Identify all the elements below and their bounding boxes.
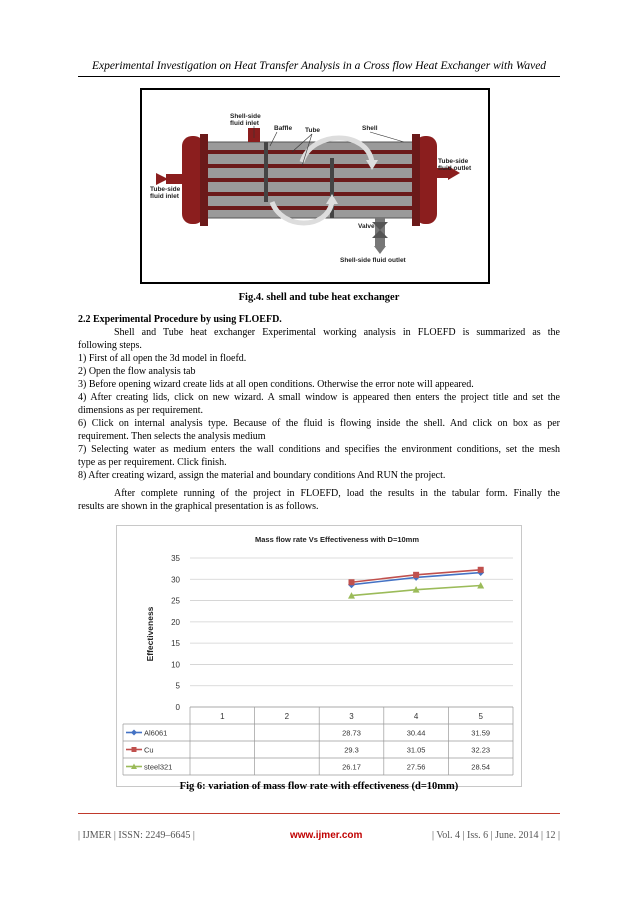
running-header: Experimental Investigation on Heat Transfer Analysis in a Cross flow Heat Exchanger with Waved	[91, 60, 547, 72]
data-label-Al6061: 30.44	[406, 728, 426, 738]
step-6-line-2: requirement. Then selects the analysis medium	[78, 431, 266, 442]
footer-journal: | IJMER | ISSN: 2249–6645 |	[78, 830, 195, 841]
x-category-label: 3	[349, 712, 354, 721]
label-valve: Valve	[358, 223, 375, 230]
footer-website-link[interactable]: www.ijmer.com	[290, 830, 363, 841]
chart-title: Mass flow rate Vs Effectiveness with D=10mm	[254, 535, 420, 544]
data-label-Cu: 32.23	[471, 745, 491, 755]
chart-canvas	[117, 526, 521, 786]
valve-icon-lower	[372, 230, 388, 238]
x-category-label: 5	[478, 712, 483, 721]
procedure-section	[78, 314, 560, 514]
baffle-1	[264, 142, 268, 202]
after-line-2: results are shown in the graphical presentation is as follows.	[78, 501, 319, 512]
step-7-line-2: type as per requirement. Click finish.	[78, 457, 227, 468]
y-axis-label: Effectiveness	[145, 606, 155, 662]
intro-line-2: following steps.	[78, 340, 142, 351]
footer-rule	[78, 813, 560, 814]
step-4-line-2: dimensions as per requirement.	[78, 405, 203, 416]
fig6-caption: Fig 6: variation of mass flow rate with effectiveness (d=10mm)	[179, 781, 459, 792]
legend-marker-Al6061	[131, 730, 137, 736]
label-tube: Tube	[305, 127, 321, 134]
heat-exchanger-diagram	[142, 90, 487, 281]
x-category-label: 1	[220, 712, 225, 721]
label-tube-outlet-2: fluid outlet	[438, 165, 472, 172]
x-category-label: 4	[413, 712, 419, 721]
data-label-Cu: 31.05	[406, 745, 426, 755]
fig4-caption: Fig.4. shell and tube heat exchanger	[238, 292, 400, 303]
shell-outlet-arrow	[374, 246, 386, 254]
footer-volume: | Vol. 4 | Iss. 6 | June. 2014 | 12 |	[432, 830, 560, 841]
label-tube-outlet-1: Tube-side	[438, 158, 469, 165]
data-point-Cu	[478, 567, 484, 573]
legend-label-Al6061: Al6061	[144, 728, 168, 738]
legend-marker-Cu	[132, 747, 137, 752]
after-line-1: After complete running of the project in FLOEFD, load the results in the tabular form. Finally the	[114, 488, 560, 499]
label-shell-outlet: Shell-side fluid outlet	[340, 257, 406, 264]
step-7-line-1: 7) Selecting water as medium enters the wall conditions and specifies the environment conditions, set the mesh	[78, 444, 560, 455]
step-4-line-1: 4) After creating lids, click on new wizard. A small window is appeared then enters the project title and set the	[78, 392, 560, 403]
data-label-steel321: 27.56	[406, 762, 426, 772]
figure-4	[140, 88, 490, 284]
y-tick-label: 20	[171, 617, 180, 627]
data-label-Al6061: 28.73	[342, 728, 361, 738]
step-1: 1) First of all open the 3d model in floefd.	[78, 353, 247, 364]
effectiveness-chart	[116, 525, 522, 787]
label-shell-inlet-1: Shell-side	[230, 113, 261, 120]
label-baffle: Baffle	[274, 125, 293, 132]
y-tick-label: 5	[175, 681, 180, 691]
data-point-Cu	[349, 579, 355, 585]
y-tick-label: 15	[171, 639, 180, 649]
y-tick-label: 30	[171, 575, 180, 585]
step-8: 8) After creating wizard, assign the material and boundary conditions And RUN the project.	[78, 470, 446, 481]
step-2: 2) Open the flow analysis tab	[78, 366, 196, 377]
label-shell: Shell	[362, 125, 378, 132]
y-tick-label: 25	[171, 596, 180, 606]
label-tube-inlet-1: Tube-side	[150, 186, 181, 193]
data-label-Cu: 29.3	[344, 745, 359, 755]
label-shell-inlet-2: fluid inlet	[230, 120, 259, 127]
y-tick-label: 35	[171, 554, 180, 563]
y-tick-label: 0	[175, 703, 180, 712]
section-heading: 2.2 Experimental Procedure by using FLOEFD.	[78, 314, 282, 325]
label-tube-inlet-2: fluid inlet	[150, 193, 179, 200]
x-category-label: 2	[284, 712, 290, 721]
step-3: 3) Before opening wizard create lids at all open conditions. Otherwise the error note will appeared.	[78, 379, 474, 390]
legend-label-Cu: Cu	[144, 745, 154, 755]
y-tick-label: 10	[171, 660, 180, 670]
header-rule	[78, 76, 560, 77]
tube-inlet-nozzle	[166, 174, 184, 184]
data-point-Cu	[413, 572, 419, 578]
data-label-steel321: 26.17	[342, 762, 361, 772]
right-flange	[412, 134, 420, 226]
intro-line-1: Shell and Tube heat exchanger Experimental working analysis in FLOEFD is summarized as the	[114, 327, 560, 338]
data-label-steel321: 28.54	[471, 762, 491, 772]
legend-label-steel321: steel321	[144, 762, 173, 772]
step-6-line-1: 6) Click on internal analysis type. Because of the fluid is flowing inside the shell. And click on box as per	[78, 418, 560, 429]
data-label-Al6061: 31.59	[471, 728, 491, 738]
